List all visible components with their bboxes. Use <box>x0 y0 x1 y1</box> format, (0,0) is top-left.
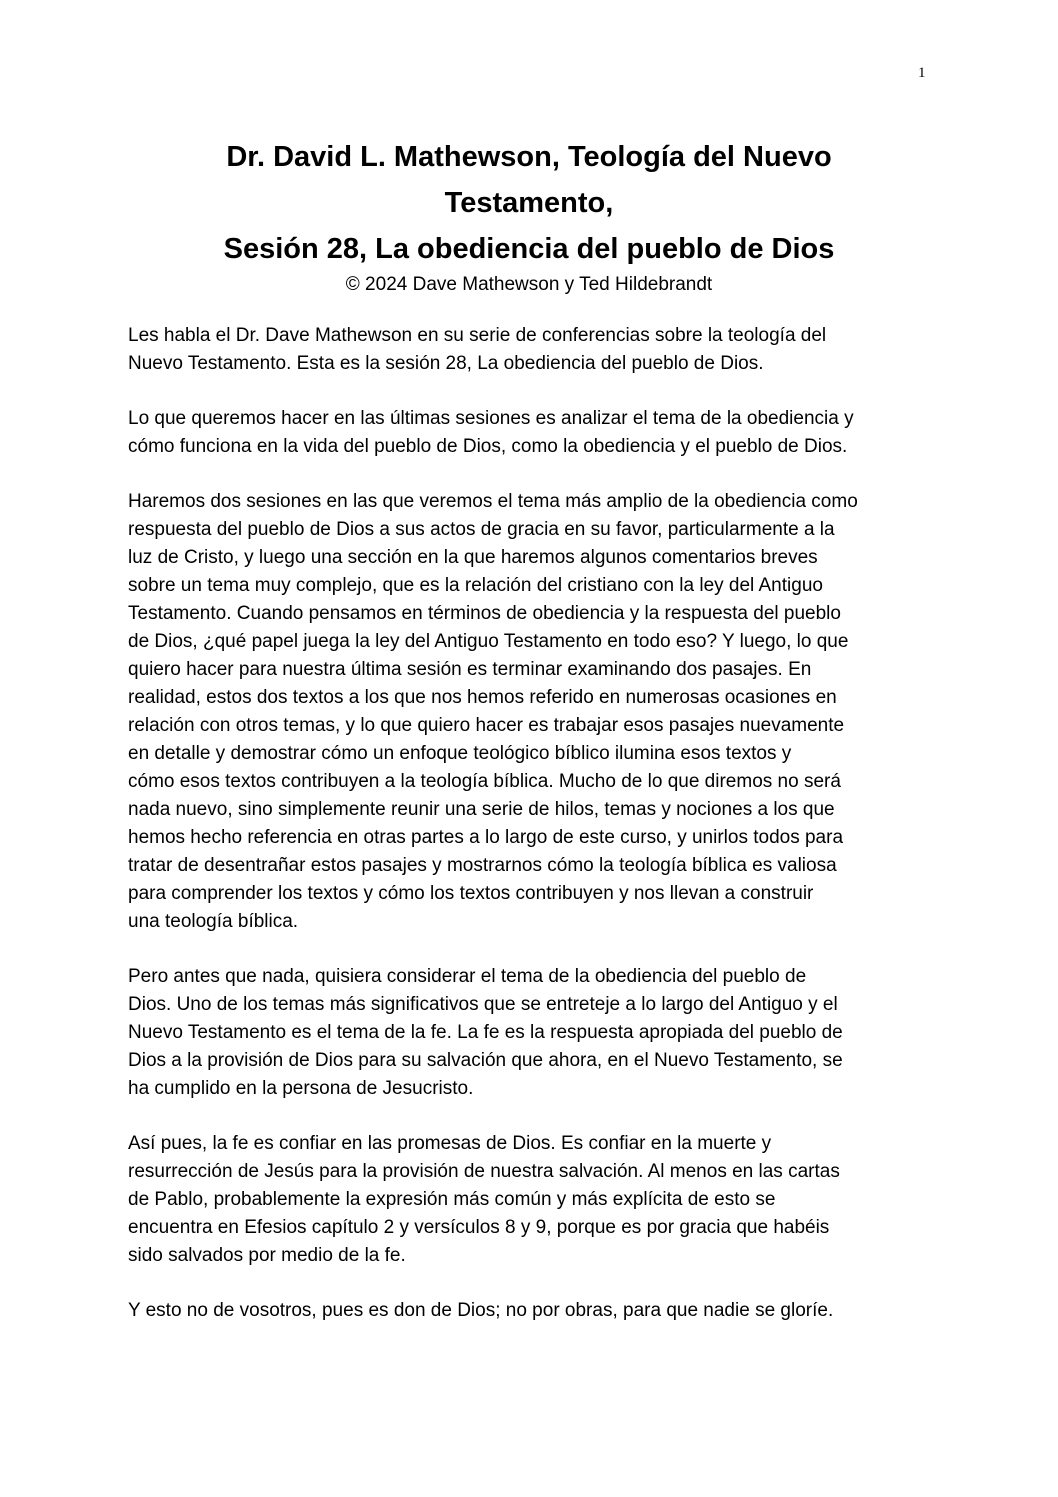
paragraph-line: Lo que queremos hacer en las últimas sesiones es analizar el tema de la obediencia y <box>128 408 854 429</box>
paragraph-line: de Dios, ¿qué papel juega la ley del Antiguo Testamento en todo eso? Y luego, lo que <box>128 631 849 652</box>
paragraph <box>128 963 930 1103</box>
title-line: Testamento, <box>444 187 614 219</box>
paragraph-line: respuesta del pueblo de Dios a sus actos de gracia en su favor, particularmente a la <box>128 519 835 540</box>
paragraph-line: Dios. Uno de los temas más significativos que se entreteje a lo largo del Antiguo y el <box>128 994 838 1015</box>
paragraph <box>128 322 930 378</box>
paragraph-line: Nuevo Testamento. Esta es la sesión 28, La obediencia del pueblo de Dios. <box>128 353 764 374</box>
paragraph-line: para comprender los textos y cómo los textos contribuyen y nos llevan a construir <box>128 883 814 904</box>
paragraph-line: tratar de desentrañar estos pasajes y mostrarnos cómo la teología bíblica es valiosa <box>128 855 837 876</box>
paragraph-line: en detalle y demostrar cómo un enfoque teológico bíblico ilumina esos textos y <box>128 743 792 764</box>
title-line: Dr. David L. Mathewson, Teología del Nuevo <box>226 141 832 173</box>
document-body <box>128 322 930 1352</box>
paragraph-line: Así pues, la fe es confiar en las promesas de Dios. Es confiar en la muerte y <box>128 1133 772 1154</box>
paragraph-line: resurrección de Jesús para la provisión de nuestra salvación. Al menos en las cartas <box>128 1161 840 1182</box>
paragraph <box>128 1130 930 1270</box>
paragraph-line: Dios a la provisión de Dios para su salvación que ahora, en el Nuevo Testamento, se <box>128 1050 843 1071</box>
paragraph-line: Nuevo Testamento es el tema de la fe. La fe es la respuesta apropiada del pueblo de <box>128 1022 843 1043</box>
paragraph-line: nada nuevo, sino simplemente reunir una serie de hilos, temas y nociones a los que <box>128 799 835 820</box>
paragraph-line: de Pablo, probablemente la expresión más común y más explícita de esto se <box>128 1189 776 1210</box>
paragraph-line: una teología bíblica. <box>128 911 299 932</box>
paragraph-line: Y esto no de vosotros, pues es don de Dios; no por obras, para que nadie se gloríe. <box>128 1300 834 1321</box>
paragraph-line: realidad, estos dos textos a los que nos hemos referido en numerosas ocasiones en <box>128 687 837 708</box>
paragraph-line: Pero antes que nada, quisiera considerar el tema de la obediencia del pueblo de <box>128 966 807 987</box>
paragraph <box>128 405 930 461</box>
paragraph-line: Haremos dos sesiones en las que veremos el tema más amplio de la obediencia como <box>128 491 858 512</box>
paragraph-line: sobre un tema muy complejo, que es la relación del cristiano con la ley del Antiguo <box>128 575 823 596</box>
paragraph-line: encuentra en Efesios capítulo 2 y versículos 8 y 9, porque es por gracia que habéis <box>128 1217 830 1238</box>
paragraph-line: quiero hacer para nuestra última sesión es terminar examinando dos pasajes. En <box>128 659 812 680</box>
paragraph-line: relación con otros temas, y lo que quiero hacer es trabajar esos pasajes nuevamente <box>128 715 845 736</box>
paragraph-line: cómo esos textos contribuyen a la teología bíblica. Mucho de lo que diremos no será <box>128 771 841 792</box>
paragraph-line: Les habla el Dr. Dave Mathewson en su serie de conferencias sobre la teología del <box>128 325 827 346</box>
paragraph-line: luz de Cristo, y luego una sección en la que haremos algunos comentarios breves <box>128 547 818 568</box>
paragraph-line: Testamento. Cuando pensamos en términos de obediencia y la respuesta del pueblo <box>128 603 841 624</box>
paragraph-line: sido salvados por medio de la fe. <box>128 1245 406 1266</box>
paragraph-line: ha cumplido en la persona de Jesucristo. <box>128 1078 474 1099</box>
paragraph <box>128 488 930 936</box>
paragraph-line: cómo funciona en la vida del pueblo de Dios, como la obediencia y el pueblo de Dios. <box>128 436 848 457</box>
paragraph <box>128 1297 930 1325</box>
copyright-notice: © 2024 Dave Mathewson y Ted Hildebrandt <box>345 274 713 295</box>
paragraph-line: hemos hecho referencia en otras partes a lo largo de este curso, y unirlos todos para <box>128 827 844 848</box>
document-title <box>128 134 930 298</box>
title-line: Sesión 28, La obediencia del pueblo de Dios <box>223 233 835 265</box>
page-number: 1 <box>918 65 926 81</box>
